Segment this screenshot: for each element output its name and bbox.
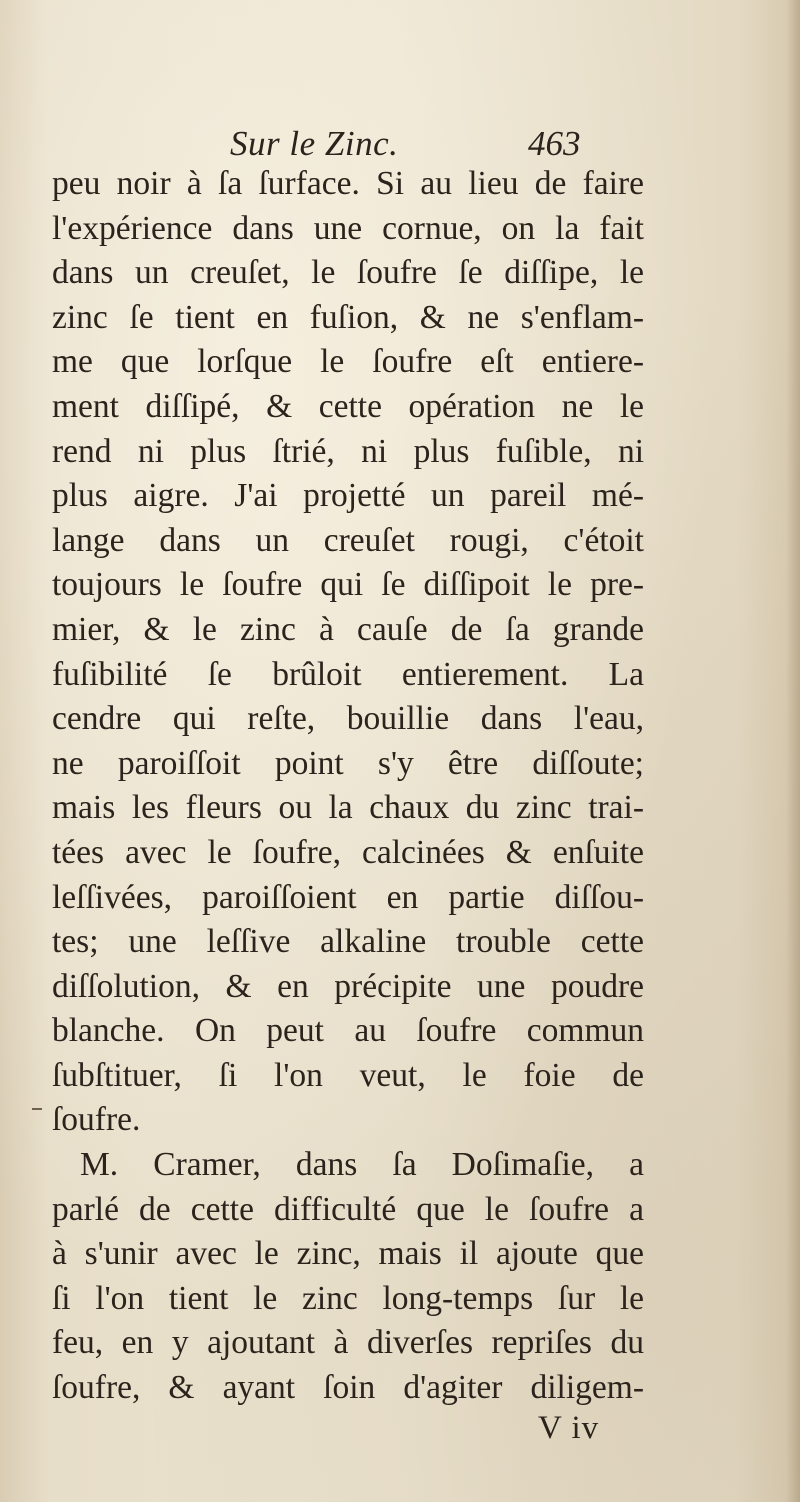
text-line: feu, en y ajoutant à diverſes repriſes du (52, 1324, 644, 1362)
text-line: l'expérience dans une cornue, on la fait (52, 209, 644, 247)
text-line: parlé de cette difficulté que le ſoufre a (52, 1190, 644, 1228)
text-line: me que lorſque le ſoufre eſt entiere- (52, 343, 644, 381)
text-line: tées avec le ſoufre, calcinées & enſuite (52, 833, 644, 871)
text-line: à s'unir avec le zinc, mais il ajoute que (52, 1235, 644, 1273)
text-line: mais les fleurs ou la chaux du zinc trai- (52, 789, 644, 827)
text-line: peu noir à ſa ſurface. Si au lieu de faire (52, 165, 644, 202)
text-line: cendre qui reſte, bouillie dans l'eau, (52, 700, 644, 738)
text-line: blanche. On peut au ſoufre commun (52, 1012, 644, 1050)
text-line: mier, & le zinc à cauſe de ſa grande (52, 610, 644, 648)
text-line: fuſibilité ſe brûloit entierement. La (52, 655, 644, 693)
page-edge-shadow (786, 0, 800, 1502)
text-line: dans un creuſet, le ſoufre ſe diſſipe, le (52, 254, 644, 292)
text-line: tes; une leſſive alkaline trouble cette (52, 923, 644, 961)
text-line: rend ni plus ſtrié, ni plus fuſible, ni (52, 432, 644, 470)
text-line: zinc ſe tient en fuſion, & ne s'enflam- (52, 298, 644, 336)
text-line: ſoufre, & ayant ſoin d'agiter diligem- (52, 1369, 644, 1407)
running-title: Sur le Zinc. (230, 124, 399, 163)
body-text (52, 162, 644, 1411)
text-line: M. Cramer, dans ſa Doſimaſie, a (80, 1146, 644, 1184)
text-line: ment diſſipé, & cette opération ne le (52, 387, 644, 425)
text-line: ſi l'on tient le zinc long-temps ſur le (52, 1279, 644, 1317)
text-line: leſſivées, paroiſſoient en partie diſſou- (52, 878, 644, 916)
text-line: toujours le ſoufre qui ſe diſſipoit le pre- (52, 566, 644, 604)
text-line: lange dans un creuſet rougi, c'étoit (52, 521, 644, 559)
text-line: ne paroiſſoit point s'y être diſſoute; (52, 744, 644, 782)
margin-mark (32, 1108, 42, 1110)
text-line: ſoufre. (52, 1101, 141, 1139)
signature-mark: V iv (538, 1410, 600, 1446)
page-number: 463 (528, 124, 581, 163)
text-line: ſubſtituer, ſi l'on veut, le foie de (52, 1056, 644, 1094)
text-line: diſſolution, & en précipite une poudre (52, 967, 644, 1005)
text-line: plus aigre. J'ai projetté un pareil mé- (52, 477, 644, 515)
